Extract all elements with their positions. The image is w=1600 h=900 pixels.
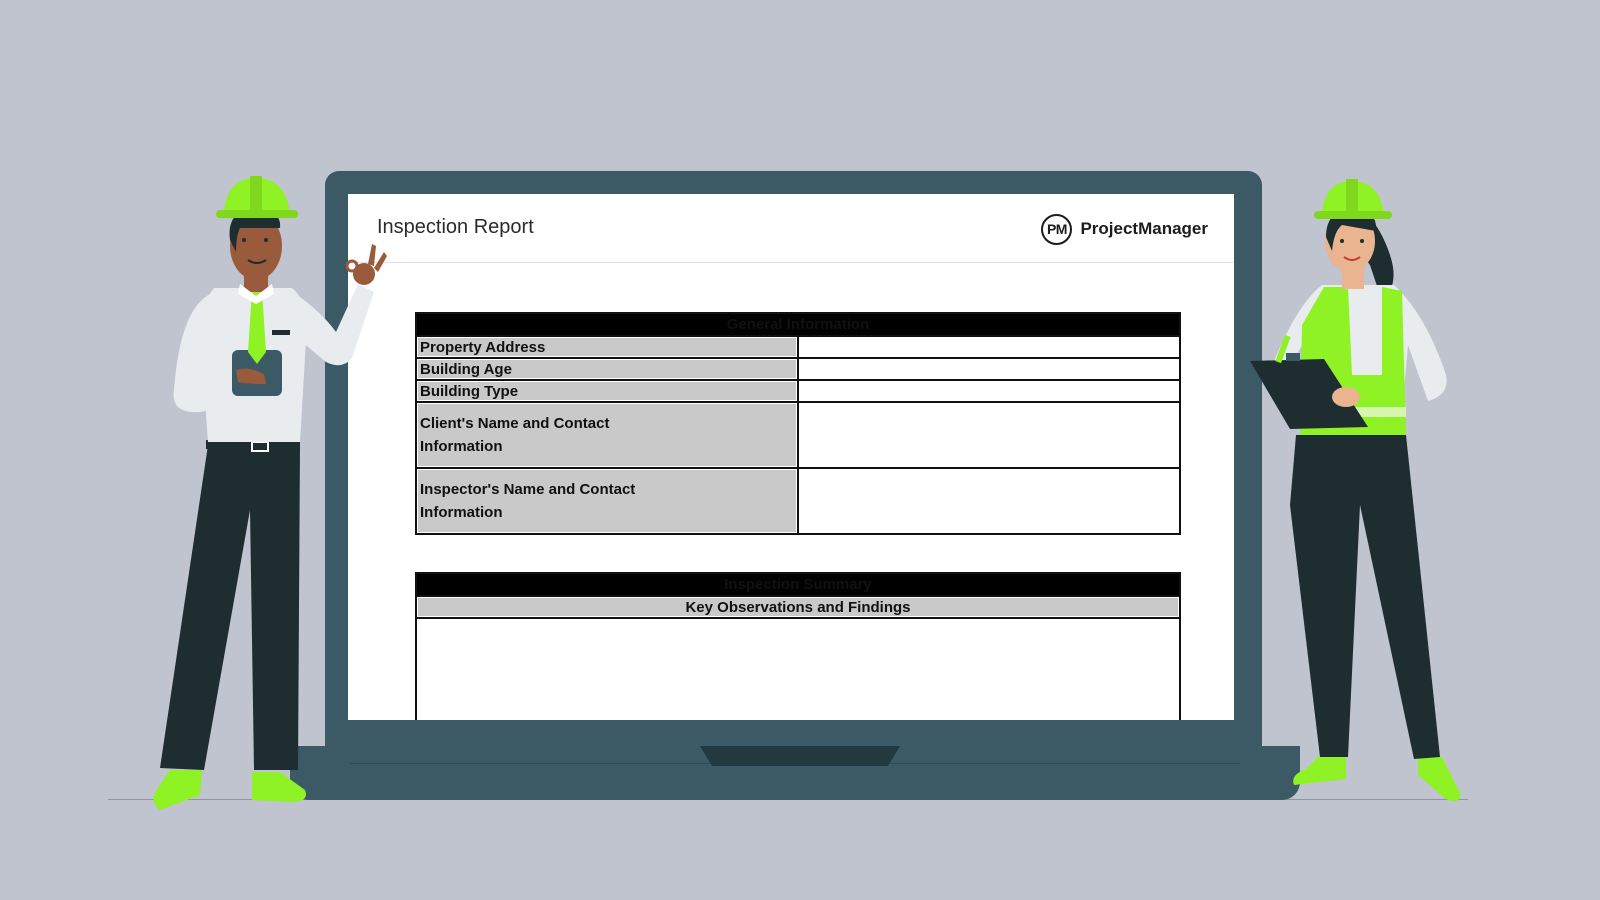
client-contact-label-line1: Client's Name and Contact <box>420 415 610 432</box>
client-contact-label <box>416 402 798 468</box>
document-header <box>348 194 1234 263</box>
client-contact-field[interactable] <box>798 402 1180 468</box>
pm-logo-icon: PM <box>1041 214 1072 245</box>
building-age-label: Building Age <box>416 358 798 380</box>
client-contact-label-line2: Information <box>420 438 503 455</box>
building-age-field[interactable] <box>798 358 1180 380</box>
laptop-screen <box>348 194 1234 720</box>
table-row <box>416 336 1180 358</box>
laptop-notch <box>700 746 900 766</box>
table-row <box>416 380 1180 402</box>
brand-logo[interactable] <box>1041 211 1208 247</box>
inspector-contact-label-line1: Inspector's Name and Contact <box>420 481 636 498</box>
document-title: Inspection Report <box>377 216 534 238</box>
man-with-tablet-illustration <box>140 170 400 820</box>
table-row <box>416 468 1180 534</box>
inspection-summary-table <box>415 572 1181 720</box>
woman-with-clipboard-illustration <box>1250 175 1490 825</box>
inspector-contact-label <box>416 468 798 534</box>
general-information-table <box>415 312 1181 535</box>
building-type-label: Building Type <box>416 380 798 402</box>
key-observations-heading: Key Observations and Findings <box>416 596 1180 618</box>
property-address-field[interactable] <box>798 336 1180 358</box>
property-address-label: Property Address <box>416 336 798 358</box>
table-row <box>416 358 1180 380</box>
building-type-field[interactable] <box>798 380 1180 402</box>
inspection-summary-heading: Inspection Summary <box>416 573 1180 596</box>
key-observations-field[interactable] <box>416 618 1180 720</box>
inspector-contact-label-line2: Information <box>420 504 503 521</box>
inspector-contact-field[interactable] <box>798 468 1180 534</box>
table-row <box>416 402 1180 468</box>
general-information-heading: General Information <box>416 313 1180 336</box>
brand-name: ProjectManager <box>1080 219 1208 238</box>
